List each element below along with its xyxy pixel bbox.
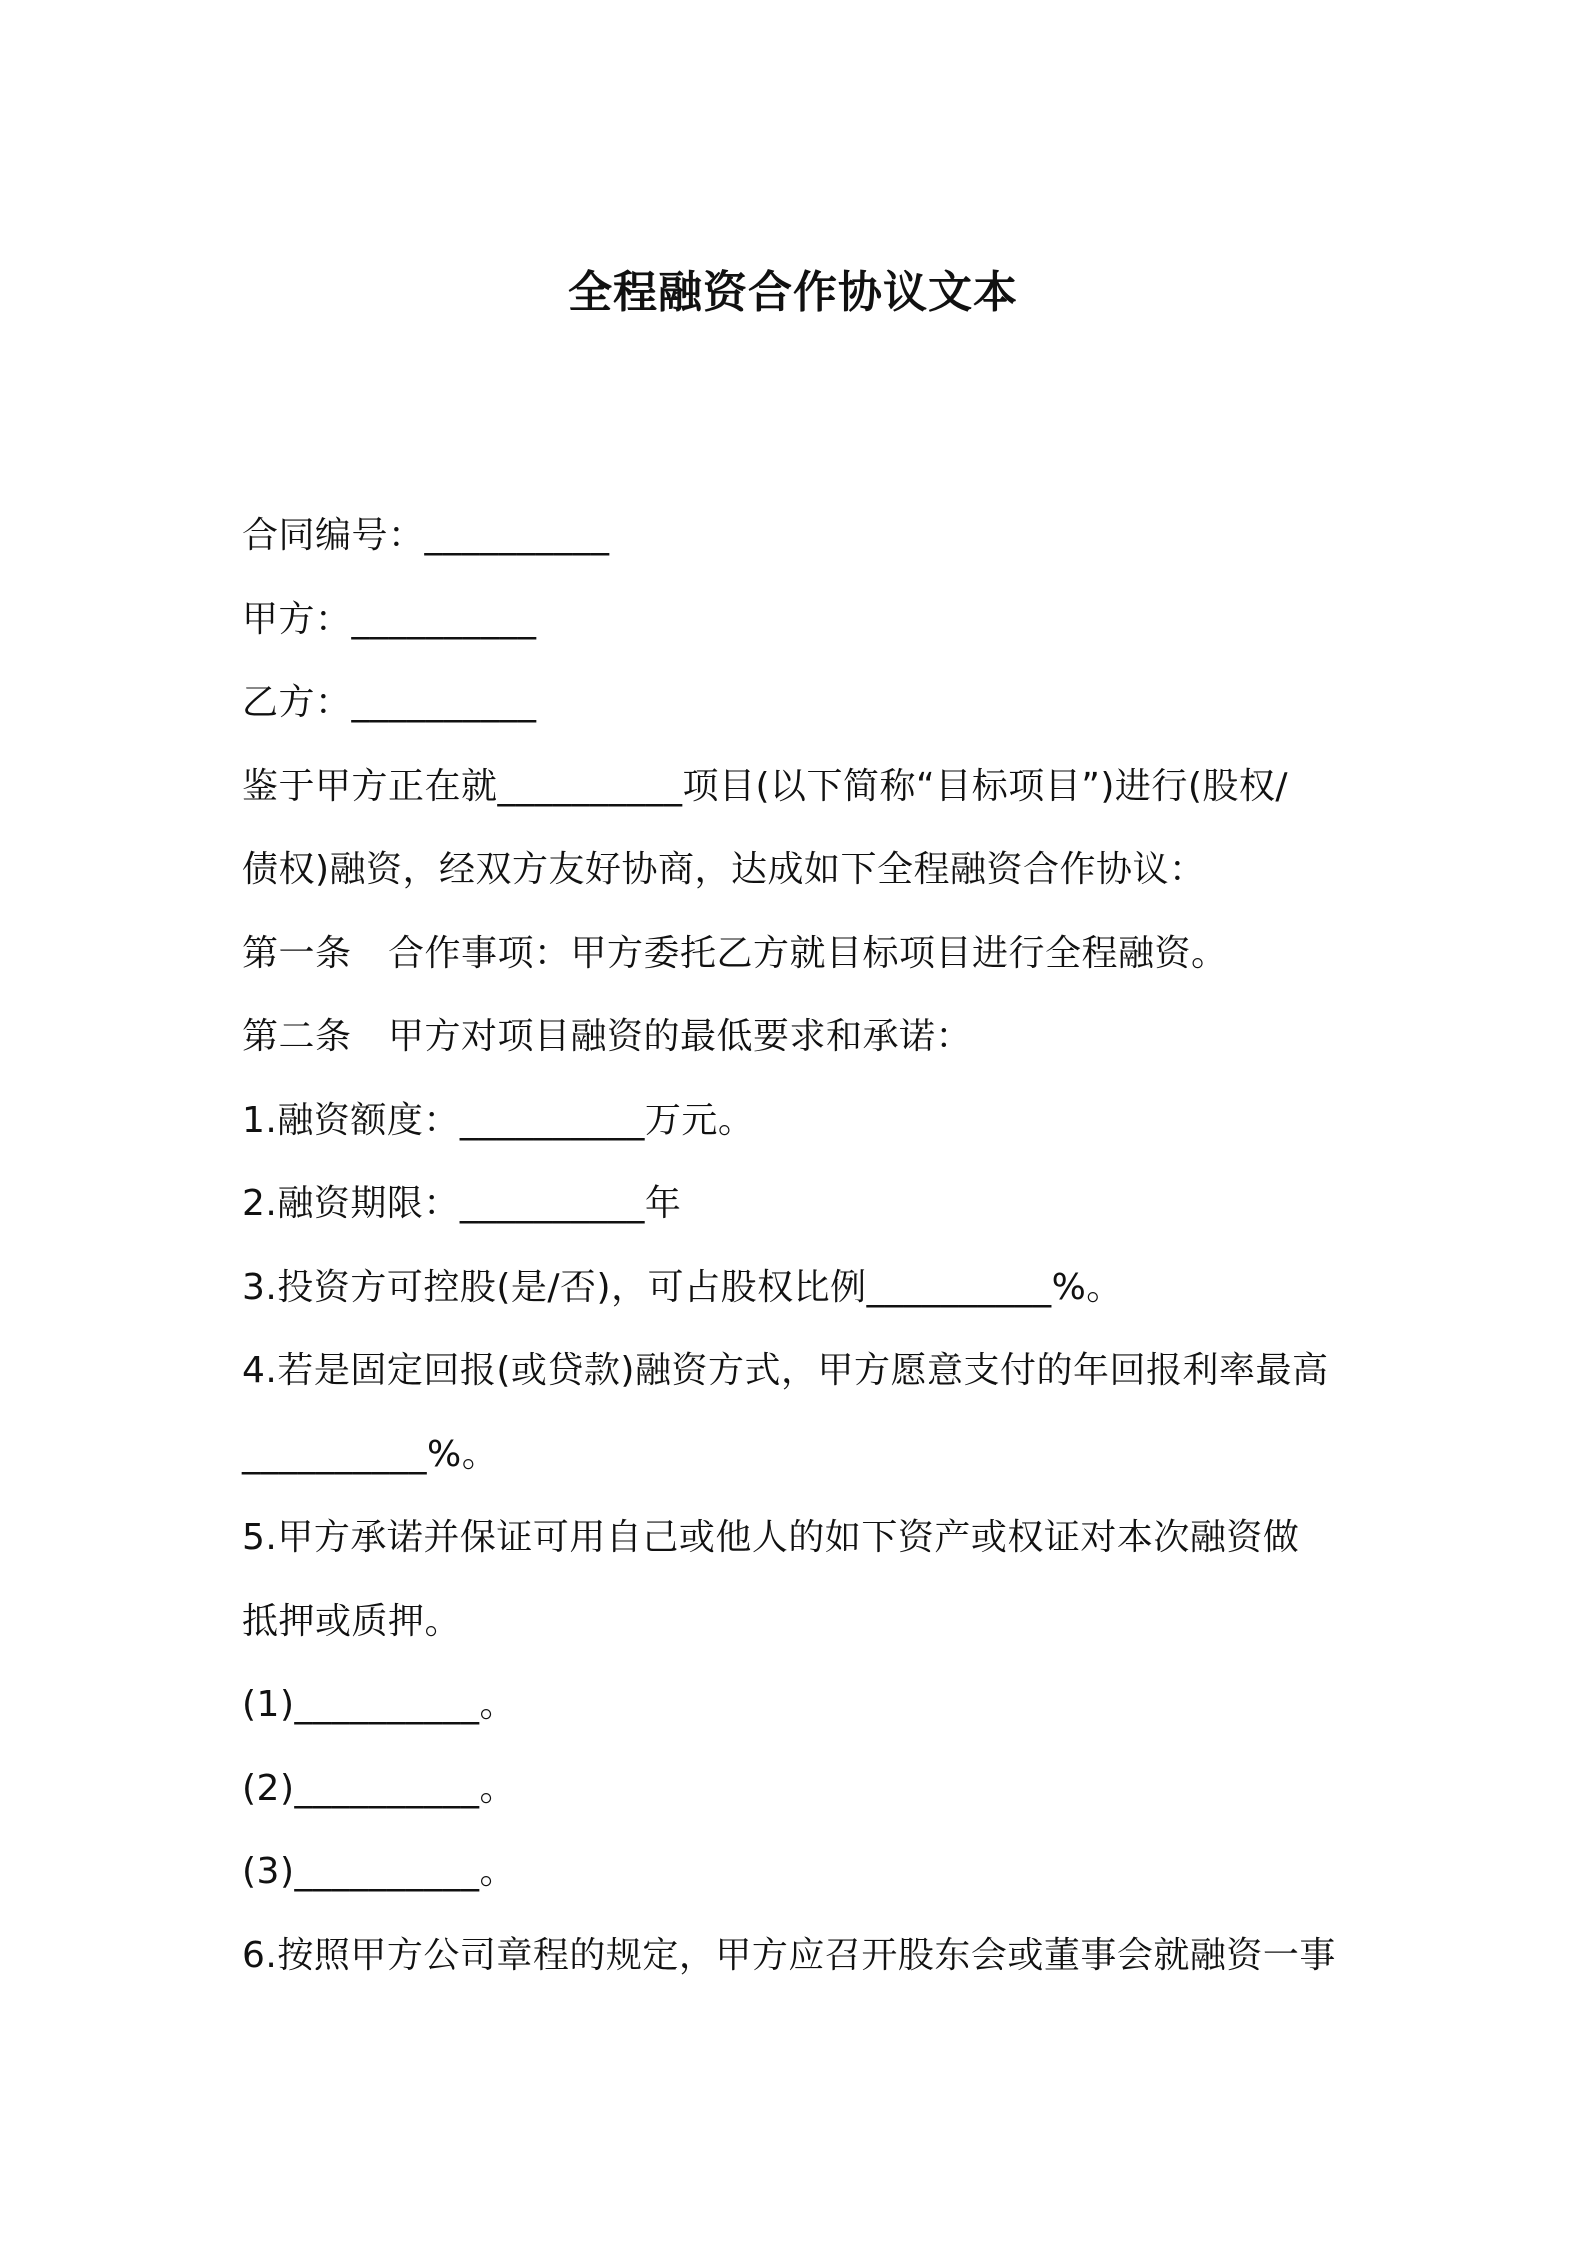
article-1-line: 第一条 合作事项：甲方委托乙方就目标项目进行全程融资。	[242, 932, 1228, 974]
preamble-line-2: 债权)融资，经双方友好协商，达成如下全程融资合作协议：	[242, 849, 1206, 890]
contract-number-line: 合同编号：__________	[242, 515, 610, 556]
party-a-line: 甲方：__________	[242, 598, 537, 640]
item-2-financing-term: 2.融资期限：__________年	[242, 1183, 682, 1224]
collateral-item-2: (2)__________。	[242, 1767, 516, 1809]
item-6-bylaws-line: 6.按照甲方公司章程的规定，甲方应召开股东会或董事会就融资一事	[242, 1934, 1336, 1976]
preamble-line-1: 鉴于甲方正在就__________项目(以下简称“目标项目”)进行(股权/	[242, 765, 1289, 807]
document-body	[242, 494, 1362, 1997]
item-3-equity-ratio: 3.投资方可控股(是/否)，可占股权比例__________%。	[242, 1266, 1123, 1308]
document-title: 全程融资合作协议文本	[568, 267, 1018, 318]
item-5-collateral-line-2: 抵押或质押。	[242, 1600, 462, 1642]
article-2-heading: 第二条 甲方对项目融资的最低要求和承诺：	[242, 1016, 973, 1057]
item-4-return-rate-line-2: __________%。	[242, 1433, 499, 1475]
item-4-return-rate-line-1: 4.若是固定回报(或贷款)融资方式，甲方愿意支付的年回报利率最高	[242, 1350, 1329, 1391]
item-1-financing-amount: 1.融资额度：__________万元。	[242, 1099, 755, 1141]
item-5-collateral-line-1: 5.甲方承诺并保证可用自己或他人的如下资产或权证对本次融资做	[242, 1517, 1300, 1558]
party-b-line: 乙方：__________	[242, 682, 537, 723]
collateral-item-3: (3)__________。	[242, 1851, 516, 1892]
collateral-item-1: (1)__________。	[242, 1684, 516, 1725]
